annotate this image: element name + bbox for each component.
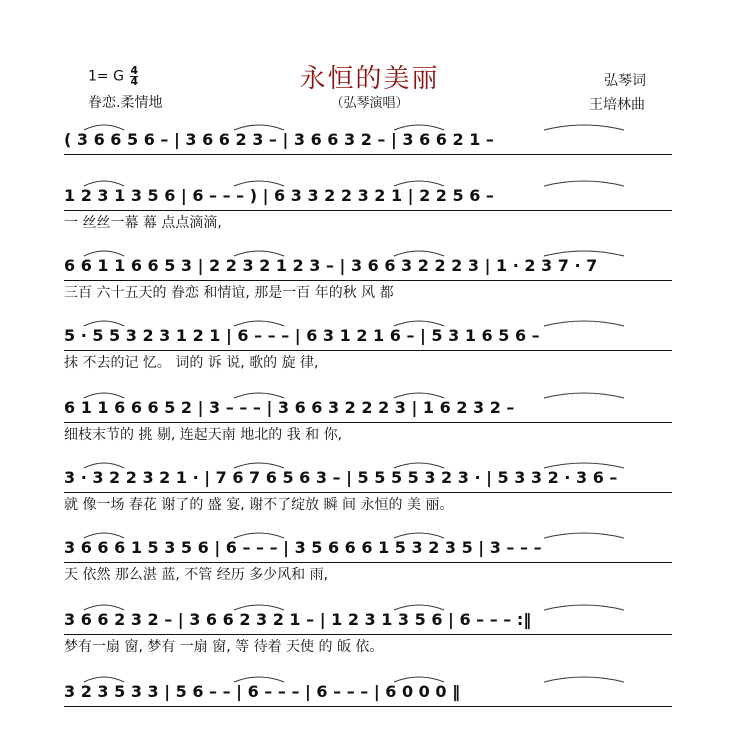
notation-line: 5 · 5 5 3 2 3 1 2 1 | 6 – – – | 6 3 1 2 1 6 – | 5 3 1 6 5 6 – <box>64 325 540 345</box>
notation-line: 6 1 1 6 6 6 5 2 | 3 – – – | 3 6 6 3 2 2 2 3 | 1 6 2 3 2 – <box>64 397 515 417</box>
lyricist-credit: 弘琴词 <box>604 73 646 89</box>
staff-line <box>64 392 672 452</box>
lyric-line <box>64 156 672 178</box>
staff-line <box>64 124 672 184</box>
beam-underline <box>64 556 672 563</box>
beam-underline <box>64 344 672 351</box>
lyric-line: 就 像一场 春花 谢了的 盛 宴, 谢不了绽放 瞬 间 永恒的 美 丽。 <box>64 497 454 513</box>
lyric-line: 天 依然 那么湛 蓝, 不管 经历 多少风和 雨, <box>64 567 329 583</box>
notation-line: 6 6 1 1 6 6 5 3 | 2 2 3 2 1 2 3 – | 3 6 6 3 2 2 2 3 | 1 · 2 3 7 · 7 <box>64 255 598 275</box>
staff-line <box>64 532 672 592</box>
notation-line: 1 2 3 1 3 5 6 | 6 – – – ) | 6 3 3 2 2 3 2 1 | 2 2 5 6 – <box>64 185 494 205</box>
staff-line <box>64 604 672 664</box>
song-title: 永恒的美丽 <box>299 64 440 94</box>
beam-underline <box>64 204 672 211</box>
lyric-line: 三百 六十五天的 眷恋 和情谊, 那是一百 年的秋 风 都 <box>64 285 394 301</box>
lyric-line: 细枝末节的 挑 剔, 连起天南 地北的 我 和 你, <box>64 427 343 443</box>
beam-underline <box>64 486 672 493</box>
beam-underline <box>64 700 672 707</box>
lyric-line: 梦有一扇 窗, 梦有 一扇 窗, 等 待着 天使 的 皈 依。 <box>64 639 384 655</box>
key-signature: 1= G $\frac{4}{4}$ <box>88 64 139 88</box>
notation-line: ( 3 6 6 5 6 – | 3 6 6 2 3 – | 3 6 6 3 2 – | 3 6 6 2 1 – <box>64 129 494 149</box>
lyric-line <box>64 708 672 730</box>
singer-credit: （弘琴演唱） <box>330 96 409 111</box>
notation-line: 3 2 3 5 3 3 | 5 6 – – | 6 – – – | 6 – – – | 6 0 0 0 ‖ <box>64 681 461 701</box>
beam-underline <box>64 274 672 281</box>
staff-line <box>64 462 672 522</box>
style-marking: 眷恋.柔情地 <box>88 95 163 111</box>
notation-line: 3 · 3 2 2 3 2 1 · | 7 6 7 6 5 6 3 – | 5 5 5 5 3 2 3 · | 5 3 3 2 · 3 6 – <box>64 467 618 487</box>
beam-underline <box>64 148 672 155</box>
staff-line <box>64 250 672 310</box>
staff-line <box>64 180 672 240</box>
staff-line <box>64 320 672 380</box>
time-signature: $\frac{4}{4}$ <box>130 64 139 88</box>
notation-line: 3 6 6 6 1 5 3 5 6 | 6 – – – | 3 5 6 6 6 1 5 3 2 3 5 | 3 – – – <box>64 537 542 557</box>
lyric-line: 抹 不去的记 忆。 词的 诉 说, 歌的 旋 律, <box>64 355 319 371</box>
beam-underline <box>64 416 672 423</box>
beam-underline <box>64 628 672 635</box>
notation-line: 3 6 6 2 3 2 – | 3 6 6 2 3 2 1 – | 1 2 3 1 3 5 6 | 6 – – – :‖ <box>64 609 532 629</box>
lyric-line: 一 丝丝一幕 幕 点点滴滴, <box>64 215 222 231</box>
composer-credit: 王培林曲 <box>589 97 645 113</box>
staff-line <box>64 676 672 736</box>
